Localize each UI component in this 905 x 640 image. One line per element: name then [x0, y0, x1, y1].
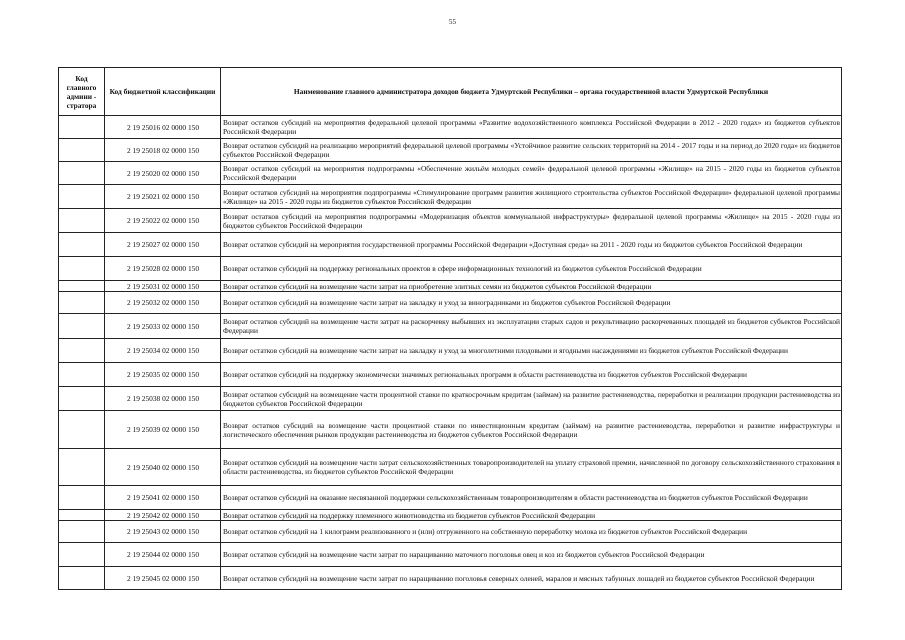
admin-code-cell — [59, 139, 105, 162]
name-cell: Возврат остатков субсидий на мероприятия государственной программы Российской Федерации «Доступная среда» на 2011 - 2020 годы из бюджетов субъектов Российской Федерации — [221, 233, 842, 257]
admin-code-cell — [59, 411, 105, 449]
admin-code-cell — [59, 162, 105, 185]
table-row — [59, 162, 842, 185]
budget-code-cell: 2 19 25020 02 0000 150 — [105, 162, 221, 185]
page-number: 55 — [449, 18, 456, 26]
name-cell: Возврат остатков субсидий на возмещение части процентной ставки по инвестиционным кредитам (займам) на развитие растениеводства, переработки и развитие инфраструктуры и логистического обеспечения рынков продукции растениеводства из бюджетов субъектов Российской Федерации — [221, 411, 842, 449]
budget-code-cell: 2 19 25027 02 0000 150 — [105, 233, 221, 257]
budget-code-cell: 2 19 25022 02 0000 150 — [105, 209, 221, 233]
table-body — [59, 116, 842, 590]
table-row — [59, 510, 842, 521]
table-row — [59, 281, 842, 292]
table-row — [59, 314, 842, 339]
budget-code-cell: 2 19 25033 02 0000 150 — [105, 314, 221, 339]
table-row — [59, 257, 842, 281]
header-name: Наименование главного администратора доходов бюджета Удмуртской Республики – органа государственной власти Удмуртской Республики — [221, 68, 842, 116]
table-row — [59, 486, 842, 510]
admin-code-cell — [59, 486, 105, 510]
budget-code-cell: 2 19 25021 02 0000 150 — [105, 185, 221, 209]
name-cell: Возврат остатков субсидий на возмещение части затрат сельскохозяйственных товаропроизводителей на уплату страховой премии, начисленной по договору сельскохозяйственного страхования в области растениеводства, из бюджетов субъектов Российской Федерации — [221, 449, 842, 486]
table-row — [59, 387, 842, 411]
admin-code-cell — [59, 510, 105, 521]
table-row — [59, 339, 842, 363]
budget-classification-table — [58, 67, 842, 590]
name-cell: Возврат остатков субсидий на оказание несвязанной поддержки сельскохозяйственным товаропроизводителям в области растениеводства из бюджетов субъектов Российской Федерации — [221, 486, 842, 510]
budget-code-cell: 2 19 25035 02 0000 150 — [105, 363, 221, 387]
budget-code-cell: 2 19 25038 02 0000 150 — [105, 387, 221, 411]
name-cell: Возврат остатков субсидий на мероприятия подпрограммы «Модернизация объектов коммунальной инфраструктуры» федеральной целевой программы «Жилище» на 2015 - 2020 годы из бюджетов субъектов Российской Федерации — [221, 209, 842, 233]
name-cell: Возврат остатков субсидий на возмещение части процентной ставки по краткосрочным кредитам (займам) на развитие растениеводства, переработки и реализации продукции растениеводства из бюджетов субъектов Российской Федерации — [221, 387, 842, 411]
admin-code-cell — [59, 339, 105, 363]
admin-code-cell — [59, 567, 105, 590]
admin-code-cell — [59, 449, 105, 486]
name-cell: Возврат остатков субсидий на возмещение части затрат на закладку и уход за виноградниками из бюджетов субъектов Российской Федерации — [221, 292, 842, 314]
table-row — [59, 543, 842, 567]
admin-code-cell — [59, 185, 105, 209]
table-row — [59, 363, 842, 387]
admin-code-cell — [59, 292, 105, 314]
name-cell: Возврат остатков субсидий на поддержку региональных проектов в сфере информационных технологий из бюджетов субъектов Российской Федерации — [221, 257, 842, 281]
admin-code-cell — [59, 363, 105, 387]
name-cell: Возврат остатков субсидий на возмещение части затрат по наращиванию маточного поголовья овец и коз из бюджетов субъектов Российской Федерации — [221, 543, 842, 567]
budget-code-cell: 2 19 25031 02 0000 150 — [105, 281, 221, 292]
budget-code-cell: 2 19 25042 02 0000 150 — [105, 510, 221, 521]
budget-code-cell: 2 19 25045 02 0000 150 — [105, 567, 221, 590]
budget-code-cell: 2 19 25028 02 0000 150 — [105, 257, 221, 281]
admin-code-cell — [59, 116, 105, 139]
name-cell: Возврат остатков субсидий на мероприятия подпрограммы «Обеспечение жильём молодых семей» федеральной целевой программы «Жилище» на 2015 - 2020 годы из бюджетов субъектов Российской Федерации — [221, 162, 842, 185]
admin-code-cell — [59, 387, 105, 411]
budget-code-cell: 2 19 25018 02 0000 150 — [105, 139, 221, 162]
budget-code-cell: 2 19 25043 02 0000 150 — [105, 521, 221, 543]
name-cell: Возврат остатков субсидий на поддержку племенного животноводства из бюджетов субъектов Российской Федерации — [221, 510, 842, 521]
table-row — [59, 292, 842, 314]
table-row — [59, 449, 842, 486]
budget-code-cell: 2 19 25040 02 0000 150 — [105, 449, 221, 486]
budget-code-cell: 2 19 25039 02 0000 150 — [105, 411, 221, 449]
table-row — [59, 233, 842, 257]
name-cell: Возврат остатков субсидий на возмещение части затрат на закладку и уход за многолетними плодовыми и ягодными насаждениями из бюджетов субъектов Российской Федерации — [221, 339, 842, 363]
header-budget-code: Код бюджетной классификации — [105, 68, 221, 116]
name-cell: Возврат остатков субсидий на 1 килограмм реализованного и (или) отгруженного на собственную переработку молока из бюджетов субъектов Российской Федерации — [221, 521, 842, 543]
name-cell: Возврат остатков субсидий на возмещение части затрат по наращиванию поголовья северных оленей, маралов и мясных табунных лошадей из бюджетов субъектов Российской Федерации — [221, 567, 842, 590]
name-cell: Возврат остатков субсидий на реализацию мероприятий федеральной целевой программы «Устойчивое развитие сельских территорий на 2014 - 2017 годы и на период до 2020 года» из бюджетов субъектов Российской Федерации — [221, 139, 842, 162]
admin-code-cell — [59, 281, 105, 292]
admin-code-cell — [59, 257, 105, 281]
table-row — [59, 116, 842, 139]
name-cell: Возврат остатков субсидий на мероприятия федеральной целевой программы «Развитие водохозяйственного комплекса Российской Федерации в 2012 - 2020 годах» из бюджетов субъектов Российской Федерации — [221, 116, 842, 139]
name-cell: Возврат остатков субсидий на мероприятия подпрограммы «Стимулирование программ развития жилищного строительства субъектов Российской Федерации» федеральной целевой программы «Жилище» на 2015 - 2020 годы из бюджетов субъектов Российской Федерации — [221, 185, 842, 209]
table-header-row — [59, 68, 842, 116]
budget-code-cell: 2 19 25044 02 0000 150 — [105, 543, 221, 567]
budget-code-cell: 2 19 25032 02 0000 150 — [105, 292, 221, 314]
name-cell: Возврат остатков субсидий на поддержку экономически значимых региональных программ в области растениеводства из бюджетов субъектов Российской Федерации — [221, 363, 842, 387]
budget-code-cell: 2 19 25034 02 0000 150 — [105, 339, 221, 363]
name-cell: Возврат остатков субсидий на возмещение части затрат на приобретение элитных семян из бюджетов субъектов Российской Федерации — [221, 281, 842, 292]
table-row — [59, 139, 842, 162]
admin-code-cell — [59, 543, 105, 567]
table-row — [59, 521, 842, 543]
budget-code-cell: 2 19 25016 02 0000 150 — [105, 116, 221, 139]
table-row — [59, 185, 842, 209]
table-row — [59, 411, 842, 449]
budget-code-cell: 2 19 25041 02 0000 150 — [105, 486, 221, 510]
admin-code-cell — [59, 233, 105, 257]
header-admin-code: Код главного админи - стратора — [59, 68, 105, 116]
admin-code-cell — [59, 209, 105, 233]
table-row — [59, 209, 842, 233]
name-cell: Возврат остатков субсидий на возмещение части затрат на раскорчевку выбывших из эксплуатации старых садов и рекультивацию раскорчеванных площадей из бюджетов субъектов Российской Федерации — [221, 314, 842, 339]
admin-code-cell — [59, 521, 105, 543]
table-row — [59, 567, 842, 590]
admin-code-cell — [59, 314, 105, 339]
